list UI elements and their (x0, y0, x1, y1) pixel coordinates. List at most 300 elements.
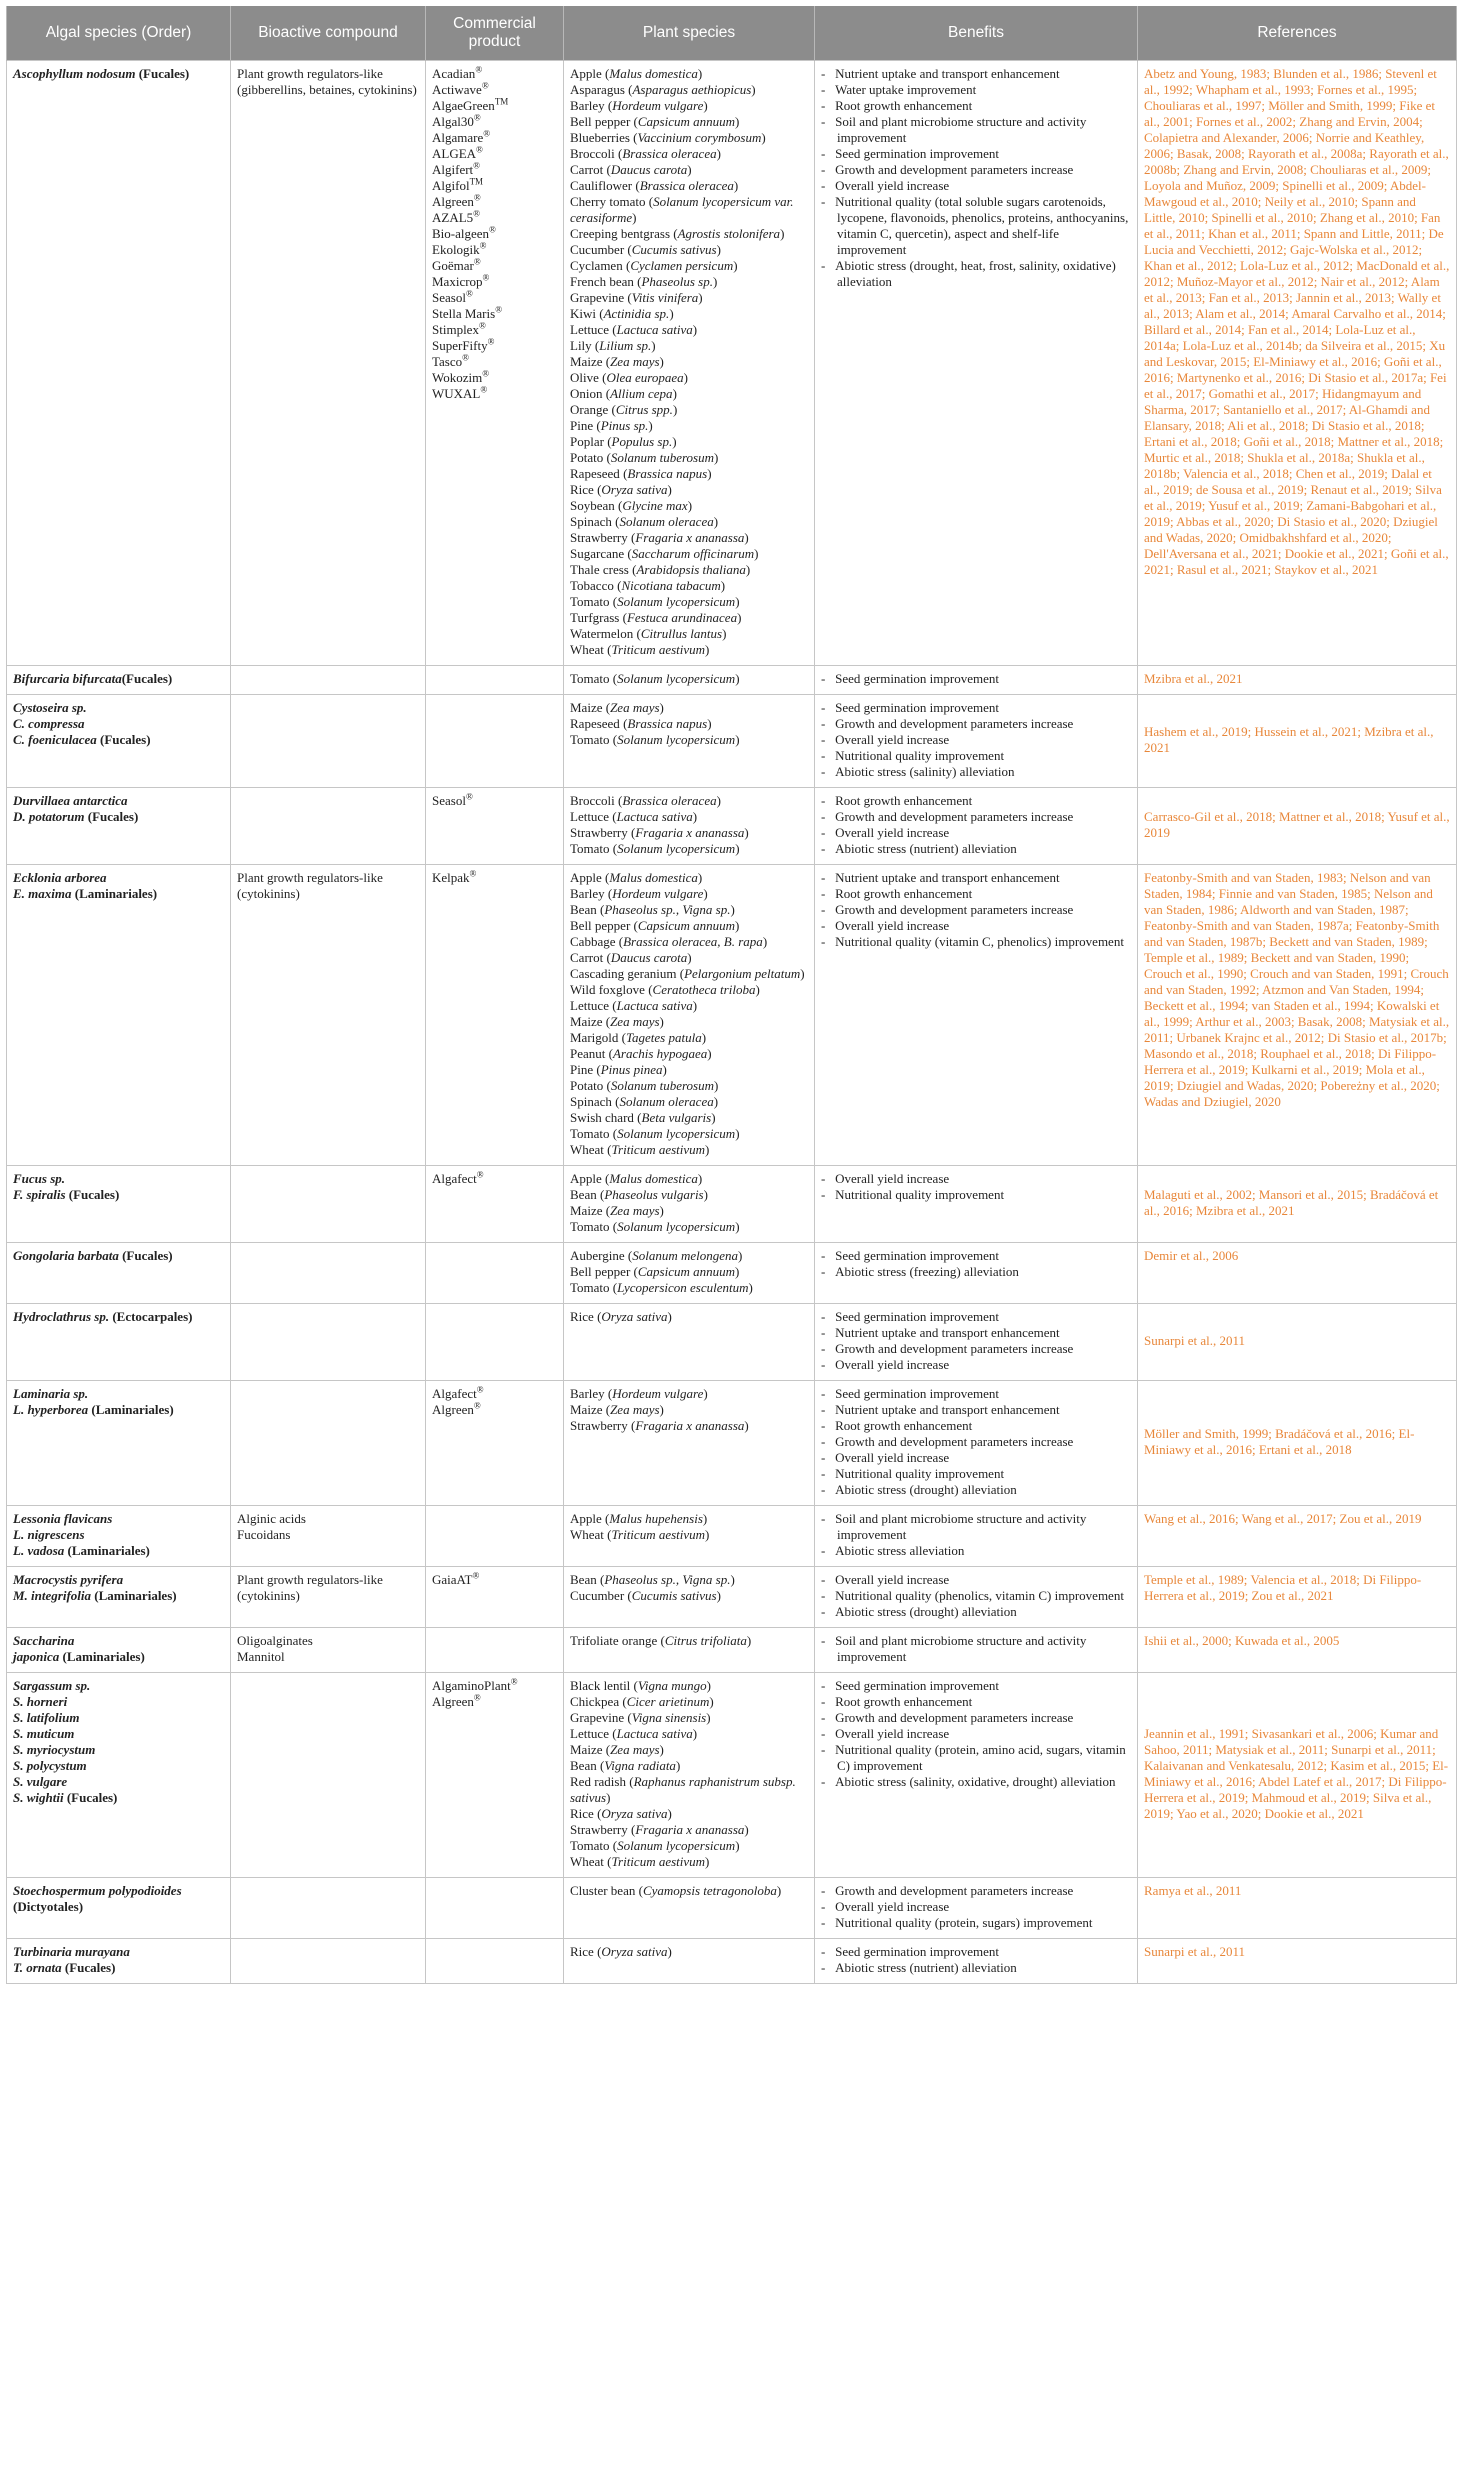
product-name: Algifert (432, 162, 474, 177)
commercial-product (432, 162, 557, 178)
table-row (7, 865, 1457, 1166)
plant-species: Bean (Vigna radiata) (570, 1758, 681, 1773)
plant-species: Red radish (Raphanus raphanistrum subsp. sativus) (570, 1774, 796, 1805)
references-cell (1138, 666, 1457, 695)
plant-species: Potato (Solanum tuberosum) (570, 1078, 719, 1093)
plant-common-name: Cherry tomato (570, 194, 646, 209)
benefits-cell (815, 865, 1138, 1166)
algal-species-cell (7, 1567, 231, 1628)
benefit-text: Overall yield increase (835, 1171, 950, 1186)
benefit-item: - Growth and development parameters increase (821, 716, 1074, 731)
benefit-text: Nutritional quality (phenolics, vitamin C) improvement (835, 1588, 1124, 1603)
algal-species-name: L. nigrescens (13, 1527, 85, 1542)
trademark-mark: ® (510, 1676, 518, 1687)
plant-scientific-name: Phaseolus sp., Vigna sp. (604, 1572, 731, 1587)
plant-scientific-name: Cucumis sativus (631, 242, 717, 257)
plant-species: Swish chard (Beta vulgaris) (570, 1110, 716, 1125)
algal-species-cell (7, 788, 231, 865)
table-row (7, 666, 1457, 695)
algal-order: (Fucales) (135, 66, 190, 81)
commercial-product (432, 274, 557, 290)
plant-species: Bell pepper (Capsicum annuum) (570, 1264, 740, 1279)
references-cell (1138, 695, 1457, 788)
algal-order: (Laminariales) (71, 886, 158, 901)
trademark-mark: ® (482, 368, 490, 379)
benefit-text: Nutritional quality improvement (835, 1466, 1005, 1481)
plant-species-cell (564, 1243, 815, 1304)
reference-list: Hashem et al., 2019; Hussein et al., 2021; Mzibra et al., 2021 (1144, 724, 1434, 755)
benefit-text: Nutritional quality improvement (835, 1187, 1005, 1202)
plant-scientific-name: Vitis vinifera (631, 290, 699, 305)
plant-species: Tomato (Lycopersicon esculentum) (570, 1280, 753, 1295)
algal-species-cell (7, 1673, 231, 1878)
plant-common-name: Tomato (570, 671, 610, 686)
algal-species-cell (7, 1878, 231, 1939)
product-name: Algal30 (432, 114, 474, 129)
header-references: References (1138, 6, 1457, 61)
plant-species: Wheat (Triticum aestivum) (570, 1854, 710, 1869)
plant-common-name: Potato (570, 1078, 604, 1093)
algal-species-name: S. vulgare (13, 1774, 68, 1789)
reference-list: Malaguti et al., 2002; Mansori et al., 2015; Bradáčová et al., 2016; Mzibra et al., 2021 (1144, 1187, 1439, 1218)
plant-species-cell (564, 1506, 815, 1567)
plant-common-name: Poplar (570, 434, 604, 449)
header-benefits: Benefits (815, 6, 1138, 61)
benefit-item: - Nutritional quality (total soluble sugars carotenoids, lycopene, flavonoids, phenolics, proteins, anthocyanins, vitamin C, quercetin), aspect and shelf-life improvement (821, 194, 1129, 257)
benefit-text: Nutritional quality (total soluble sugars carotenoids, lycopene, flavonoids, phenolics, proteins, anthocyanins, vitamin C, quercetin), aspect and shelf-life improvement (835, 194, 1129, 257)
benefit-item: - Soil and plant microbiome structure and activity improvement (821, 114, 1087, 145)
benefit-item: - Growth and development parameters increase (821, 902, 1074, 917)
commercial-product (432, 1402, 557, 1418)
product-name: Stimplex (432, 322, 479, 337)
algal-order: (Dictyotales) (13, 1899, 84, 1914)
plant-scientific-name: Solanum oleracea (619, 1094, 714, 1109)
plant-scientific-name: Solanum lycopersicum (617, 1838, 736, 1853)
plant-common-name: Bean (570, 1187, 597, 1202)
trademark-mark: TM (494, 96, 509, 107)
benefit-item: - Overall yield increase (821, 1726, 950, 1741)
product-name: Acadian (432, 66, 476, 81)
plant-common-name: Bell pepper (570, 918, 631, 933)
bioactive-compound: Mannitol (237, 1649, 285, 1664)
plant-common-name: Swish chard (570, 1110, 634, 1125)
plant-scientific-name: Zea mays (610, 1402, 660, 1417)
plant-species-cell (564, 666, 815, 695)
benefit-text: Growth and development parameters increase (835, 716, 1074, 731)
plant-common-name: Cauliflower (570, 178, 633, 193)
benefit-text: Overall yield increase (835, 1357, 950, 1372)
plant-common-name: Bell pepper (570, 114, 631, 129)
benefit-item: - Nutritional quality (protein, sugars) improvement (821, 1915, 1093, 1930)
plant-species: Lettuce (Lactuca sativa) (570, 809, 698, 824)
plant-species: Trifoliate orange (Citrus trifoliata) (570, 1633, 752, 1648)
algal-species-cell (7, 1381, 231, 1506)
benefit-text: Overall yield increase (835, 918, 950, 933)
algal-species-name: L. hyperborea (13, 1402, 89, 1417)
plant-species: Apple (Malus hupehensis) (570, 1511, 708, 1526)
plant-species: Grapevine (Vitis vinifera) (570, 290, 703, 305)
plant-species: Spinach (Solanum oleracea) (570, 1094, 719, 1109)
benefit-item: - Nutrient uptake and transport enhancement (821, 1325, 1060, 1340)
benefit-item: - Growth and development parameters increase (821, 1710, 1074, 1725)
plant-scientific-name: Solanum lycopersicum (617, 841, 736, 856)
plant-species: Bean (Phaseolus vulgaris) (570, 1187, 708, 1202)
benefit-item: - Nutrient uptake and transport enhancement (821, 66, 1060, 81)
benefit-text: Root growth enhancement (835, 1418, 973, 1433)
product-name: Algamare (432, 130, 484, 145)
plant-common-name: French bean (570, 274, 634, 289)
algal-species-name: E. maxima (13, 886, 72, 901)
product-name: Wokozim (432, 370, 483, 385)
product-name: Seasol (432, 290, 466, 305)
benefit-text: Overall yield increase (835, 825, 950, 840)
plant-species: Maize (Zea mays) (570, 1203, 664, 1218)
plant-scientific-name: Festuca arundinacea (626, 610, 738, 625)
reference-list: Ramya et al., 2011 (1144, 1883, 1242, 1898)
plant-scientific-name: Solanum lycopersicum (617, 732, 736, 747)
product-name: AlgaminoPlant (432, 1678, 511, 1693)
plant-common-name: Olive (570, 370, 599, 385)
plant-common-name: Broccoli (570, 146, 615, 161)
benefit-item: - Nutritional quality improvement (821, 1466, 1005, 1481)
benefit-item: - Abiotic stress (nutrient) alleviation (821, 841, 1017, 856)
plant-species: Kiwi (Actinidia sp.) (570, 306, 674, 321)
trademark-mark: ® (495, 304, 503, 315)
plant-species: Cabbage (Brassica oleracea, B. rapa) (570, 934, 768, 949)
plant-species: Bean (Phaseolus sp., Vigna sp.) (570, 1572, 735, 1587)
references-cell (1138, 1243, 1457, 1304)
plant-common-name: Apple (570, 870, 602, 885)
plant-species: Bell pepper (Capsicum annuum) (570, 114, 740, 129)
trademark-mark: ® (473, 160, 480, 171)
plant-common-name: Rice (570, 1806, 594, 1821)
plant-scientific-name: Arachis hypogaea (612, 1046, 708, 1061)
algal-order: (Fucales) (63, 1790, 118, 1805)
product-name: ALGEA (432, 146, 477, 161)
benefit-text: Overall yield increase (835, 1572, 950, 1587)
table-row (7, 1878, 1457, 1939)
benefit-text: Nutritional quality (protein, amino acid, sugars, vitamin C) improvement (835, 1742, 1126, 1773)
plant-scientific-name: Solanum lycopersicum (617, 1126, 736, 1141)
references-cell (1138, 61, 1457, 666)
benefit-text: Abiotic stress alleviation (835, 1543, 965, 1558)
plant-species-cell (564, 1939, 815, 1984)
plant-species: Maize (Zea mays) (570, 1402, 664, 1417)
trademark-mark: ® (473, 192, 481, 203)
plant-species: Cucumber (Cucumis sativus) (570, 242, 721, 257)
bioactive-compound: Plant growth regulators-like (gibberellins, betaines, cytokinins) (237, 66, 417, 97)
benefit-text: Nutritional quality (vitamin C, phenolics) improvement (835, 934, 1124, 949)
plant-common-name: Tobacco (570, 578, 614, 593)
plant-common-name: Tomato (570, 1219, 610, 1234)
plant-scientific-name: Citrus spp. (615, 402, 673, 417)
plant-common-name: Cyclamen (570, 258, 623, 273)
trademark-mark: ® (476, 1384, 484, 1395)
table-row (7, 1243, 1457, 1304)
benefit-text: Growth and development parameters increase (835, 902, 1074, 917)
algal-order: (Fucales) (118, 1248, 173, 1263)
plant-scientific-name: Oryza sativa (601, 1806, 668, 1821)
benefit-item: - Overall yield increase (821, 825, 950, 840)
plant-common-name: Cucumber (570, 242, 625, 257)
bioactive-compound-cell (231, 1673, 426, 1878)
plant-common-name: Apple (570, 66, 602, 81)
algal-species-cell (7, 1506, 231, 1567)
trademark-mark: ® (489, 224, 496, 235)
benefit-item: - Root growth enhancement (821, 98, 973, 113)
plant-species: Tomato (Solanum lycopersicum) (570, 1126, 740, 1141)
plant-scientific-name: Solanum lycopersicum var. cerasiforme (570, 194, 794, 225)
plant-common-name: Soybean (570, 498, 615, 513)
benefit-text: Abiotic stress (salinity, oxidative, drought) alleviation (835, 1774, 1116, 1789)
plant-common-name: Maize (570, 1742, 603, 1757)
benefit-item: - Overall yield increase (821, 732, 950, 747)
table-row (7, 788, 1457, 865)
plant-species: French bean (Phaseolus sp.) (570, 274, 718, 289)
plant-species: Cherry tomato (Solanum lycopersicum var. cerasiforme) (570, 194, 794, 225)
plant-common-name: Lettuce (570, 1726, 609, 1741)
plant-scientific-name: Saccharum officinarum (631, 546, 755, 561)
plant-common-name: Tomato (570, 841, 610, 856)
references-cell (1138, 1628, 1457, 1673)
bioactive-compound-cell (231, 1567, 426, 1628)
reference-list: Mzibra et al., 2021 (1144, 671, 1243, 686)
benefit-text: Overall yield increase (835, 1726, 950, 1741)
trademark-mark: ® (462, 352, 469, 363)
algal-species-name: S. muticum (13, 1726, 75, 1741)
plant-scientific-name: Olea europaea (606, 370, 684, 385)
plant-species: Barley (Hordeum vulgare) (570, 1386, 708, 1401)
plant-common-name: Broccoli (570, 793, 615, 808)
benefit-text: Overall yield increase (835, 178, 950, 193)
commercial-product-cell (426, 1506, 564, 1567)
benefit-item: - Root growth enhancement (821, 886, 973, 901)
benefit-item: - Overall yield increase (821, 1450, 950, 1465)
plant-scientific-name: Daucus carota (610, 950, 688, 965)
bioactive-compound: Fucoidans (237, 1527, 291, 1542)
benefit-item: - Overall yield increase (821, 1572, 950, 1587)
plant-scientific-name: Pinus pinea (600, 1062, 663, 1077)
commercial-product (432, 210, 557, 226)
plant-scientific-name: Asparagus aethiopicus (632, 82, 752, 97)
header-algal-species: Algal species (Order) (7, 6, 231, 61)
plant-species-cell (564, 1304, 815, 1381)
plant-scientific-name: Solanum melongena (632, 1248, 739, 1263)
plant-species: Barley (Hordeum vulgare) (570, 886, 708, 901)
plant-species: Maize (Zea mays) (570, 700, 664, 715)
plant-scientific-name: Triticum aestivum (611, 1854, 706, 1869)
benefits-cell (815, 788, 1138, 865)
bioactive-compound-cell (231, 1628, 426, 1673)
reference-list: Featonby-Smith and van Staden, 1983; Nelson and van Staden, 1984; Finnie and van Staden, 1985; Nelson and van Staden, 1986; Aldworth and van Staden, 1987; Featonby-Smith and van Staden, 1987a; Featonby-Smith and van Staden, 1987b; Beckett and van Staden, 1989; Temple et al., 1989; Beckett and van Staden, 1990; Crouch et al., 1990; Crouch and van Staden, 1991; Crouch and van Staden, 1992; Atzmon and Van Staden, 1994; Beckett et al., 1994; van Staden et al., 1994; Kowalski et al., 1999; Arthur et al., 2003; Basak, 2008; Matysiak et al., 2011; Urbanek Krajnc et al., 2012; Di Stasio et al., 2017b; Masondo et al., 2018; Rouphael et al., 2018; Di Filippo-Herrera et al., 2019; Kulkarni et al., 2019; Mola et al., 2019; Dziugiel and Wadas, 2020; Pobereżny et al., 2020; Wadas and Dziugiel, 2020 (1144, 870, 1450, 1109)
references-cell (1138, 1381, 1457, 1506)
plant-species: Rapeseed (Brassica napus) (570, 716, 712, 731)
plant-scientific-name: Agrostis stolonifera (677, 226, 781, 241)
algal-species-name: S. myriocystum (13, 1742, 96, 1757)
references-cell (1138, 1166, 1457, 1243)
plant-scientific-name: Triticum aestivum (611, 642, 706, 657)
plant-common-name: Tomato (570, 1280, 610, 1295)
trademark-mark: ® (465, 791, 473, 802)
plant-species: Tomato (Solanum lycopersicum) (570, 594, 740, 609)
benefit-text: Nutrient uptake and transport enhancement (835, 1325, 1060, 1340)
algal-species-name: T. ornata (13, 1960, 62, 1975)
trademark-mark: ® (472, 1570, 480, 1581)
plant-scientific-name: Fragaria x ananassa (635, 825, 745, 840)
plant-species: Blueberries (Vaccinium corymbosum) (570, 130, 766, 145)
plant-species: Strawberry (Fragaria x ananassa) (570, 825, 749, 840)
plant-common-name: Strawberry (570, 1418, 628, 1433)
algal-species-name: Stoechospermum polypodioides (13, 1883, 182, 1898)
table-row (7, 1166, 1457, 1243)
plant-common-name: Bean (570, 1572, 597, 1587)
table-row (7, 1506, 1457, 1567)
algal-order: (Laminariales) (88, 1402, 174, 1417)
references-cell (1138, 1878, 1457, 1939)
commercial-product (432, 306, 557, 322)
plant-common-name: Cascading geranium (570, 966, 677, 981)
plant-common-name: Potato (570, 450, 604, 465)
benefit-text: Seed germination improvement (835, 671, 999, 686)
commercial-product (432, 1572, 557, 1588)
references-cell (1138, 1673, 1457, 1878)
benefit-item: - Abiotic stress alleviation (821, 1543, 965, 1558)
plant-species: Peanut (Arachis hypogaea) (570, 1046, 712, 1061)
commercial-product (432, 354, 557, 370)
benefit-item: - Seed germination improvement (821, 146, 999, 161)
algal-species-name: C. foeniculacea (13, 732, 97, 747)
plant-species: Orange (Citrus spp.) (570, 402, 678, 417)
plant-scientific-name: Pinus sp. (600, 418, 649, 433)
benefit-item: - Overall yield increase (821, 1171, 950, 1186)
plant-species: Apple (Malus domestica) (570, 1171, 703, 1186)
benefit-text: Seed germination improvement (835, 1678, 999, 1693)
plant-species: Strawberry (Fragaria x ananassa) (570, 1822, 749, 1837)
trademark-mark: ® (473, 256, 481, 267)
benefit-item: - Growth and development parameters increase (821, 809, 1074, 824)
plant-scientific-name: Solanum oleracea (619, 514, 714, 529)
algal-species-name: D. potatorum (13, 809, 85, 824)
plant-scientific-name: Cyclamen persicum (630, 258, 734, 273)
plant-species: Apple (Malus domestica) (570, 870, 703, 885)
plant-common-name: Wheat (570, 642, 604, 657)
product-name: Seasol (432, 793, 466, 808)
plant-common-name: Lettuce (570, 998, 609, 1013)
plant-scientific-name: Lilium sp. (599, 338, 652, 353)
table-row (7, 61, 1457, 666)
benefit-item: - Overall yield increase (821, 1357, 950, 1372)
header-plant-species: Plant species (564, 6, 815, 61)
plant-scientific-name: Daucus carota (610, 162, 688, 177)
plant-species-cell (564, 695, 815, 788)
plant-scientific-name: Brassica oleracea (622, 146, 717, 161)
plant-scientific-name: Fragaria x ananassa (635, 1418, 745, 1433)
plant-species: Strawberry (Fragaria x ananassa) (570, 1418, 749, 1433)
references-cell (1138, 1939, 1457, 1984)
plant-scientific-name: Vaccinium corymbosum (637, 130, 762, 145)
commercial-product-cell (426, 1381, 564, 1506)
commercial-product (432, 226, 557, 242)
benefit-item: - Abiotic stress (drought) alleviation (821, 1482, 1017, 1497)
algal-species-name: S. wightii (13, 1790, 64, 1805)
benefit-item: - Nutrient uptake and transport enhancement (821, 870, 1060, 885)
plant-scientific-name: Ceratotheca triloba (652, 982, 756, 997)
algal-species-name: Lessonia flavicans (13, 1511, 113, 1526)
plant-scientific-name: Malus domestica (609, 870, 698, 885)
bioactive-compound-cell (231, 1166, 426, 1243)
benefit-text: Abiotic stress (drought) alleviation (835, 1482, 1017, 1497)
plant-species: Watermelon (Citrullus lantus) (570, 626, 727, 641)
algal-species-name: japonica (13, 1649, 60, 1664)
plant-scientific-name: Actinidia sp. (603, 306, 670, 321)
benefit-text: Nutrient uptake and transport enhancement (835, 66, 1060, 81)
plant-scientific-name: Zea mays (610, 354, 660, 369)
commercial-product (432, 98, 557, 114)
plant-common-name: Tomato (570, 1838, 610, 1853)
plant-common-name: Carrot (570, 162, 604, 177)
references-cell (1138, 1304, 1457, 1381)
table-body (7, 61, 1457, 1984)
plant-common-name: Apple (570, 1171, 602, 1186)
benefit-item: - Seed germination improvement (821, 1944, 999, 1959)
plant-species: Lily (Lilium sp.) (570, 338, 656, 353)
plant-scientific-name: Phaseolus sp. (641, 274, 713, 289)
plant-common-name: Pine (570, 418, 594, 433)
algal-species-name: Laminaria sp. (13, 1386, 89, 1401)
benefit-item: - Overall yield increase (821, 918, 950, 933)
plant-species-cell (564, 1878, 815, 1939)
algal-order: (Fucales) (96, 732, 151, 747)
commercial-product (432, 66, 557, 82)
trademark-mark: TM (469, 176, 484, 187)
trademark-mark: ® (487, 336, 495, 347)
benefit-item: - Growth and development parameters increase (821, 1883, 1074, 1898)
bioactive-compound-cell (231, 788, 426, 865)
references-cell (1138, 865, 1457, 1166)
trademark-mark: ® (473, 1400, 481, 1411)
benefit-item: - Soil and plant microbiome structure and activity improvement (821, 1511, 1087, 1542)
product-name: Algreen (432, 1402, 474, 1417)
plant-common-name: Tomato (570, 594, 610, 609)
plant-common-name: Maize (570, 1402, 603, 1417)
plant-common-name: Barley (570, 98, 605, 113)
benefit-text: Water uptake improvement (835, 82, 977, 97)
references-cell (1138, 1567, 1457, 1628)
benefits-cell (815, 1567, 1138, 1628)
product-name: Actiwave (432, 82, 482, 97)
benefit-item: - Growth and development parameters increase (821, 162, 1074, 177)
bioactive-compound-cell (231, 666, 426, 695)
table-row (7, 1673, 1457, 1878)
trademark-mark: ® (476, 1169, 484, 1180)
plant-species: Tomato (Solanum lycopersicum) (570, 671, 740, 686)
plant-common-name: Maize (570, 1203, 603, 1218)
trademark-mark: ® (476, 144, 483, 155)
plant-species: Tomato (Solanum lycopersicum) (570, 732, 740, 747)
plant-species: Apple (Malus domestica) (570, 66, 703, 81)
benefit-item: - Seed germination improvement (821, 1386, 999, 1401)
plant-common-name: Cucumber (570, 1588, 625, 1603)
benefit-text: Abiotic stress (drought) alleviation (835, 1604, 1017, 1619)
commercial-product-cell (426, 865, 564, 1166)
bioactive-compound-cell (231, 1878, 426, 1939)
commercial-product-cell (426, 1939, 564, 1984)
commercial-product (432, 194, 557, 210)
benefit-item: - Seed germination improvement (821, 671, 999, 686)
benefit-item: - Growth and development parameters increase (821, 1341, 1074, 1356)
plant-common-name: Maize (570, 700, 603, 715)
plant-species-cell (564, 1567, 815, 1628)
